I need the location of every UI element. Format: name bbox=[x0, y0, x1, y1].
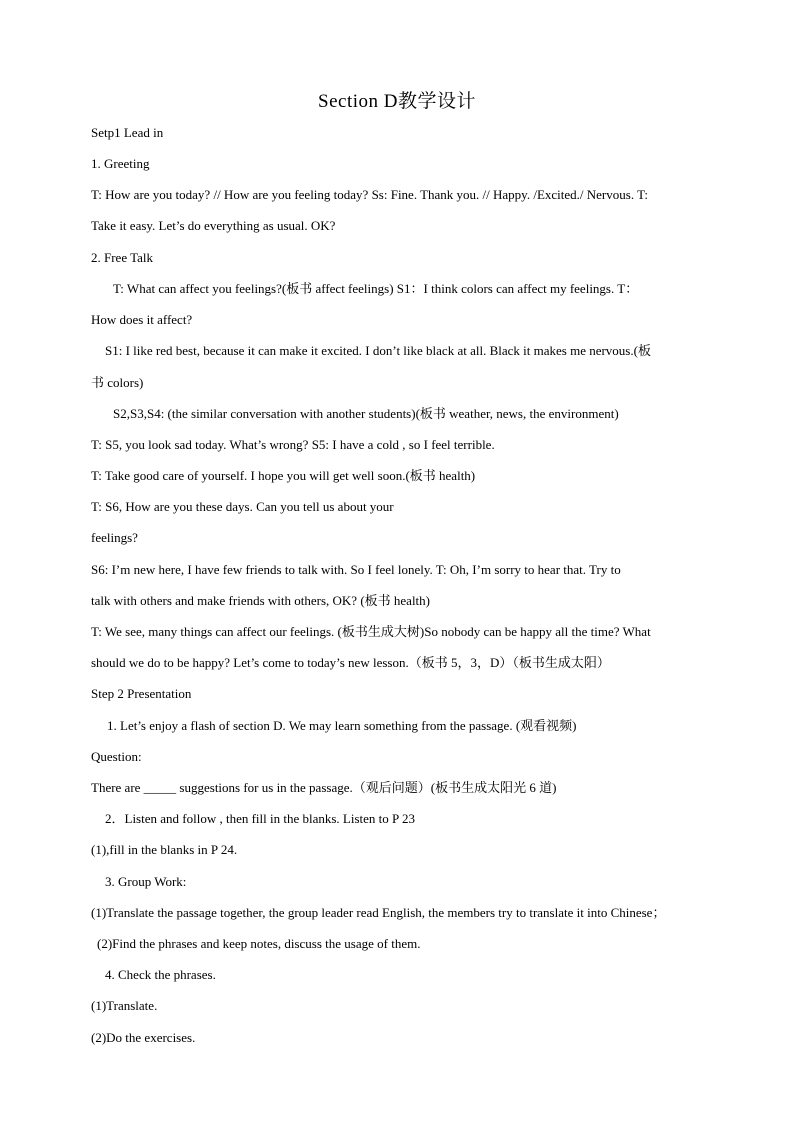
text-line: T: We see, many things can affect our feelings. (板书生成大树)So nobody can be happy all the time? What bbox=[91, 624, 651, 639]
text-line: talk with others and make friends with others, OK? (板书 health) bbox=[91, 593, 430, 608]
text-line: T: S5, you look sad today. What’s wrong? S5: I have a cold , so I feel terrible. bbox=[91, 437, 495, 452]
text-line: should we do to be happy? Let’s come to today’s new lesson.（板书 5，3，D）（板书生成太阳） bbox=[91, 655, 610, 670]
text-line: (2)Do the exercises. bbox=[91, 1030, 196, 1045]
text-line: 书 colors) bbox=[91, 375, 144, 390]
text-line: 1. Let’s enjoy a flash of section D. We may learn something from the passage. (观看视频) bbox=[107, 718, 577, 733]
text-line: 1. Greeting bbox=[91, 156, 150, 171]
text-line: (1),fill in the blanks in P 24. bbox=[91, 842, 238, 857]
text-line: 3. Group Work: bbox=[105, 874, 187, 889]
text-line: How does it affect? bbox=[91, 312, 193, 327]
text-line: T: Take good care of yourself. I hope you will get well soon.(板书 health) bbox=[91, 468, 476, 483]
text-line: S1: I like red best, because it can make it excited. I don’t like black at all. Black it makes me nervous.(板 bbox=[105, 343, 651, 358]
text-line: T: How are you today? // How are you feeling today? Ss: Fine. Thank you. // Happy. /Excited./ Nervous. T: bbox=[91, 187, 648, 202]
text-line: Question: bbox=[91, 749, 142, 764]
text-line: Setp1 Lead in bbox=[91, 125, 164, 140]
text-line: Step 2 Presentation bbox=[91, 686, 192, 701]
text-line: S6: I’m new here, I have few friends to talk with. So I feel lonely. T: Oh, I’m sorry to hear that. Try to bbox=[91, 562, 621, 577]
text-line: Take it easy. Let’s do everything as usual. OK? bbox=[91, 218, 336, 233]
text-line: S2,S3,S4: (the similar conversation with another students)(板书 weather, news, the environment) bbox=[113, 406, 619, 421]
text-line: 2．Listen and follow , then fill in the blanks. Listen to P 23 bbox=[105, 811, 416, 826]
text-line: feelings? bbox=[91, 530, 138, 545]
text-line: T: What can affect you feelings?(板书 affect feelings) S1：I think colors can affect my feelings. T： bbox=[113, 281, 639, 296]
text-line: 4. Check the phrases. bbox=[105, 967, 216, 982]
text-line: There are _____ suggestions for us in the passage.（观后问题）(板书生成太阳光 6 道) bbox=[91, 780, 557, 795]
text-line: (2)Find the phrases and keep notes, discuss the usage of them. bbox=[97, 936, 421, 951]
text-line: (1)Translate the passage together, the group leader read English, the members try to translate it into Chinese； bbox=[91, 905, 666, 920]
text-line: T: S6, How are you these days. Can you tell us about your bbox=[91, 499, 394, 514]
document-title: Section D教学设计 bbox=[318, 91, 476, 112]
text-line: 2. Free Talk bbox=[91, 250, 154, 265]
text-line: (1)Translate. bbox=[91, 998, 158, 1013]
